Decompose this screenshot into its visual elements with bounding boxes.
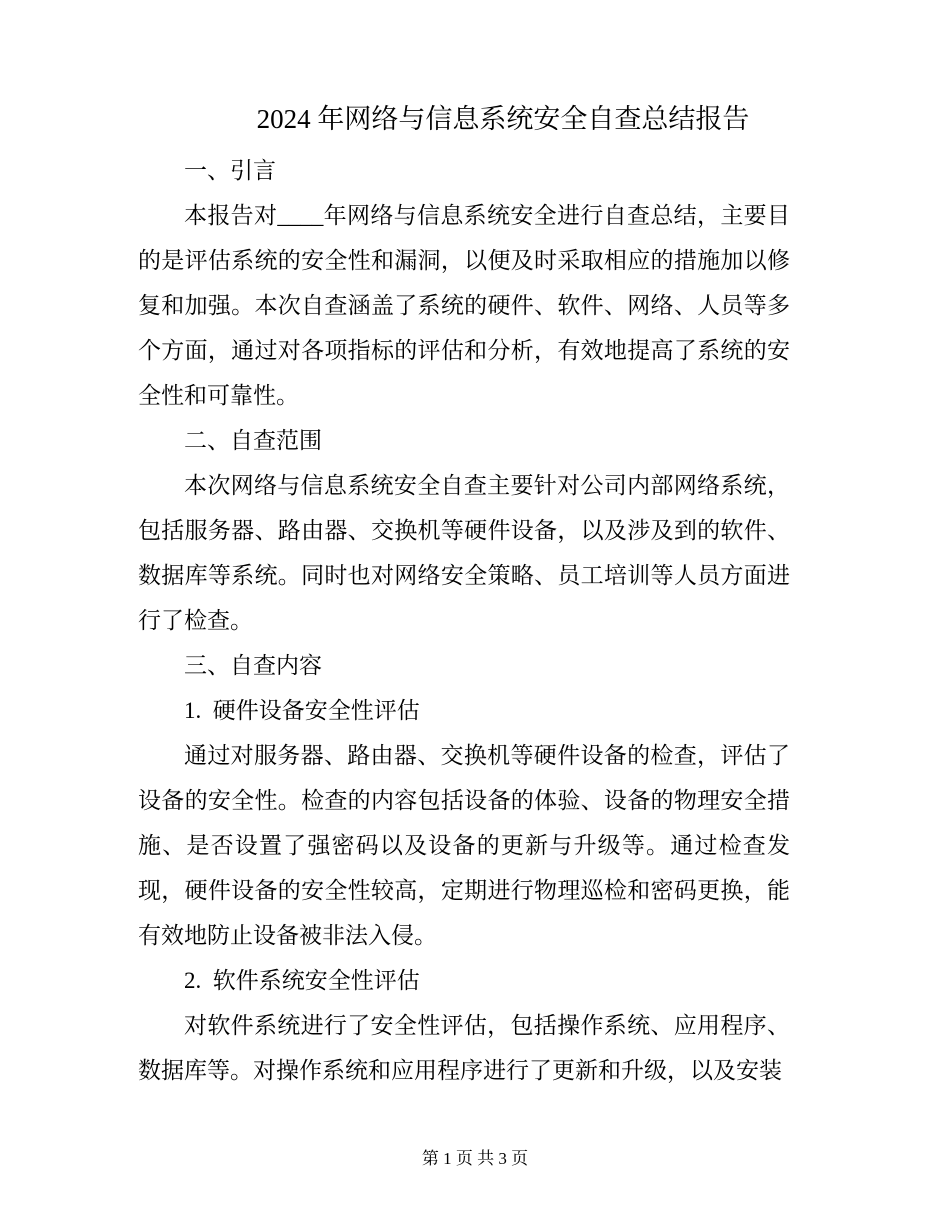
section-heading-scope: 二、自查范围	[184, 428, 322, 453]
paragraph-scope: 本次网络与信息系统安全自查主要针对公司内部网络系统，包括服务器、路由器、交换机等硬件设备，以及涉及到的软件、数据库等系统。同时也对网络安全策略、员工培训等人员方面进行了检查。	[138, 473, 790, 633]
paragraph-hardware-assessment: 通过对服务器、路由器、交换机等硬件设备的检查，评估了设备的安全性。检查的内容包括设备的体验、设备的物理安全措施、是否设置了强密码以及设备的更新与升级等。通过检查发现，硬件设备的安全性较高，定期进行物理巡检和密码更换，能有效地防止设备被非法入侵。	[138, 743, 790, 948]
list-item-hardware-heading: 1. 硬件设备安全性评估	[184, 698, 420, 723]
list-item-software-heading: 2. 软件系统安全性评估	[184, 968, 420, 993]
section-heading-introduction: 一、引言	[184, 158, 276, 183]
page-number-label: 第 1 页 共 3 页	[421, 1149, 529, 1168]
section-heading-content: 三、自查内容	[184, 653, 322, 678]
page-footer	[0, 1148, 950, 1170]
paragraph-software-assessment: 对软件系统进行了安全性评估，包括操作系统、应用程序、数据库等。对操作系统和应用程序进行了更新和升级，以及安装	[138, 1013, 790, 1083]
paragraph-introduction: 本报告对____年网络与信息系统安全进行自查总结，主要目的是评估系统的安全性和漏洞，以便及时采取相应的措施加以修复和加强。本次自查涵盖了系统的硬件、软件、网络、人员等多个方面，通过对各项指标的评估和分析，有效地提高了系统的安全性和可靠性。	[138, 203, 790, 408]
document-title: 2024 年网络与信息系统安全自查总结报告	[256, 104, 750, 134]
